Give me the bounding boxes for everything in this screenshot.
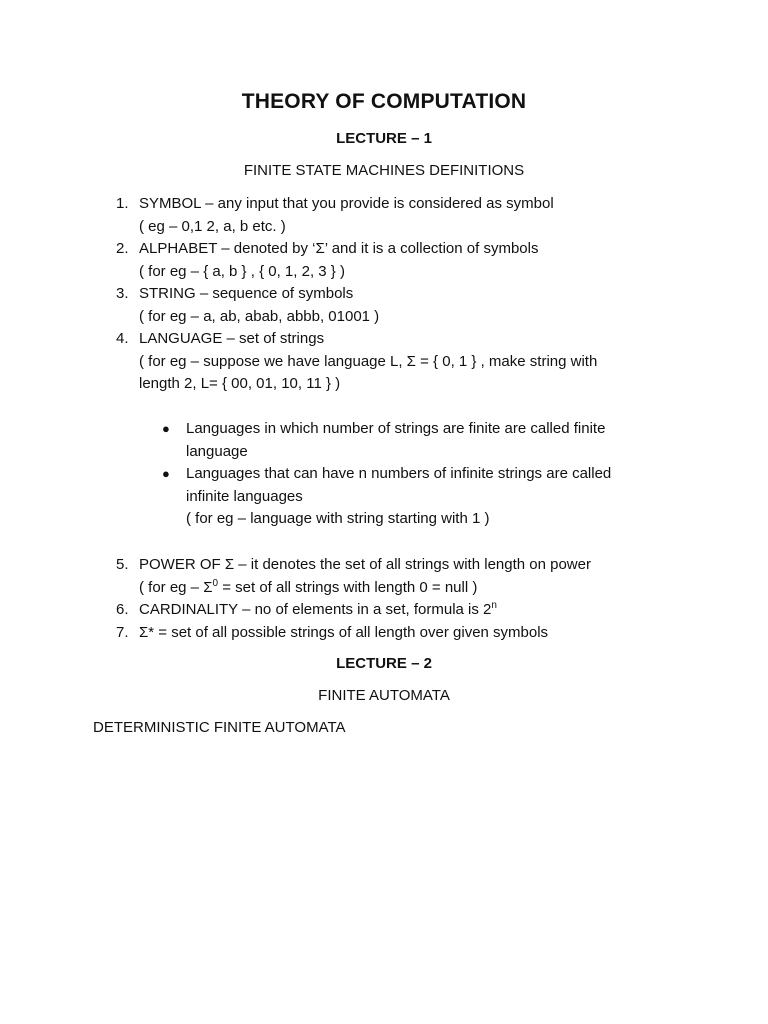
item-number: 5. <box>116 556 129 573</box>
item-example: ( for eg – { a, b } , { 0, 1, 2, 3 } ) <box>139 262 345 280</box>
item-text: CARDINALITY – no of elements in a set, formula is 2$^n$ <box>139 600 497 618</box>
lecture-2-subheading: FINITE AUTOMATA <box>318 687 450 704</box>
item-text: SYMBOL – any input that you provide is considered as symbol <box>139 195 554 212</box>
item-example: ( eg – 0,1 2, a, b etc. ) <box>139 217 286 235</box>
document-title: THEORY OF COMPUTATION <box>241 90 527 113</box>
bullet-item <box>162 463 672 531</box>
item-example: ( for eg – suppose we have language L, Σ = { 0, 1 } , make string with <box>139 352 598 370</box>
item-number: 6. <box>116 601 129 618</box>
bullet-icon: ● <box>162 421 170 436</box>
item-number: 7. <box>116 623 129 641</box>
item-example: ( for eg – a, ab, abab, abbb, 01001 ) <box>139 307 380 325</box>
item-number: 4. <box>116 330 129 347</box>
bullet-text-cont: infinite languages <box>186 487 303 505</box>
language-bullet-list <box>162 418 672 531</box>
definitions-list-b <box>116 554 676 644</box>
item-text: LANGUAGE – set of strings <box>139 330 325 347</box>
list-item <box>116 622 676 645</box>
list-item <box>116 554 676 599</box>
item-number: 2. <box>116 240 129 257</box>
list-item <box>116 238 676 283</box>
section-heading: DETERMINISTIC FINITE AUTOMATA <box>93 719 346 736</box>
lecture-1-heading: LECTURE – 1 <box>336 130 432 147</box>
lecture-1-subheading: FINITE STATE MACHINES DEFINITIONS <box>243 162 525 179</box>
item-text: POWER OF Σ – it denotes the set of all strings with length on power <box>139 556 591 573</box>
list-item <box>116 193 676 238</box>
bullet-text: Languages in which number of strings are finite are called finite <box>186 420 606 437</box>
item-number: 3. <box>116 285 129 302</box>
lecture-2-heading: LECTURE – 2 <box>336 655 432 672</box>
item-example-cont: length 2, L= { 00, 01, 10, 11 } ) <box>139 375 341 392</box>
list-item <box>116 599 676 622</box>
item-text: STRING – sequence of symbols <box>139 285 354 302</box>
item-number: 1. <box>116 195 129 212</box>
bullet-example: ( for eg – language with string starting with 1 ) <box>186 510 490 527</box>
bullet-icon: ● <box>162 466 170 481</box>
bullet-text: Languages that can have n numbers of infinite strings are called <box>186 465 612 482</box>
list-item <box>116 328 676 396</box>
bullet-item <box>162 418 672 463</box>
item-text: Σ* = set of all possible strings of all length over given symbols <box>139 623 549 641</box>
list-item <box>116 283 676 328</box>
definitions-list-a <box>116 193 676 396</box>
bullet-text-cont: language <box>186 442 248 460</box>
item-example: ( for eg – $\Sigma^0$ = set of all strings with length 0 = null ) <box>139 577 478 596</box>
item-text: ALPHABET – denoted by ‘Σ’ and it is a collection of symbols <box>139 240 539 257</box>
